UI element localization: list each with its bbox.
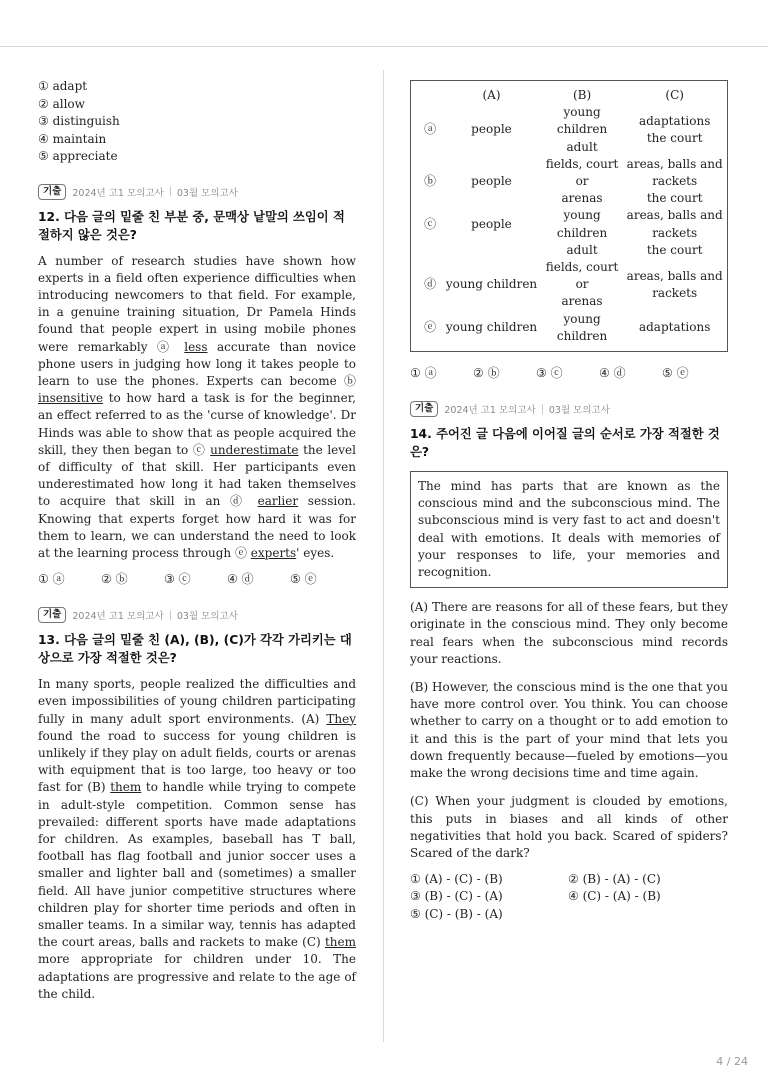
past-exam-badge: 기출 [38,184,66,200]
source-year: 2024년 고1 모의고사 [72,611,164,623]
table-cell: young children [556,208,608,240]
table-row [415,259,723,311]
answer-choice[interactable]: ⑤ ⓔ [290,572,317,587]
underlined-word-b: insensitive [38,391,104,406]
q13-choice-table-box [410,80,728,352]
table-cell: people [471,122,512,137]
table-cell: areas, balls and rackets [626,208,723,240]
underlined-word-c: underestimate [210,442,299,457]
underlined-word-d: earlier [257,494,299,509]
table-cell: fields, court or arenas [545,260,619,309]
q13-choice-table [415,87,723,345]
table-row [415,311,723,345]
q12-title: 12. 다음 글의 밑줄 친 부분 중, 문맥상 낱말의 쓰임이 적절하지 않은 것은? [38,209,345,242]
source-month: 03월 모의고사 [176,187,238,199]
q11-option: ③ distinguish [38,114,120,128]
column-header: (A) [482,88,501,102]
q14-paragraph-b: (B) However, the conscious mind is the one that you have more control over. You think. You can choose whether to carry on a thought or to add emotion to it and this is the part of your mind that lets you down frequently because—fueled by emotions—you make the wrong decisions time and time again. [410,680,728,781]
q14-source-line: 기출 2024년 고1 모의고사 | 03월 모의고사 [410,401,728,417]
left-column [38,78,356,1003]
q13-title: 13. 다음 글의 밑줄 친 (A), (B), (C)가 각각 가리키는 대상으로 가장 적절한 것은? [38,633,352,666]
underlined-word-a: less [184,339,208,354]
row-marker: ⓓ [424,277,437,292]
source-year: 2024년 고1 모의고사 [444,405,536,417]
source-month: 03월 모의고사 [176,611,238,623]
answer-choice[interactable]: ⑤ ⓔ [662,366,689,381]
answer-choice[interactable]: ① ⓐ [410,366,437,381]
answer-choice[interactable]: ③ ⓒ [164,572,191,587]
row-marker [415,242,445,259]
answer-choice[interactable]: ① (A) - (C) - (B) [410,872,503,887]
q14-title: 14. 주어진 글 다음에 이어질 글의 순서로 가장 적절한 것은? [410,427,720,460]
table-header-row [415,87,723,104]
table-cell: areas, balls and rackets the court [626,156,723,206]
q11-option: ⑤ appreciate [38,149,118,163]
answer-choice[interactable]: ④ ⓓ [599,366,626,381]
underlined-word-c: them [324,935,356,950]
row-marker: ⓒ [424,217,437,232]
table-cell: young children [556,311,608,343]
column-header: (B) [572,88,592,102]
q12-source-line: 기출 2024년 고1 모의고사 | 03월 모의고사 [38,184,356,200]
q14-given-text: The mind has parts that are known as the conscious mind and the subconscious mind. The subconscious mind is very fast to act and doesn't deal with emotions. It deals with memories of your responses to life, your memories and recognition. [410,471,728,588]
underlined-word-e: experts [250,545,297,560]
answer-choice[interactable]: ⑤ (C) - (B) - (A) [410,906,503,921]
table-cell: young children adult [556,105,608,154]
page-number: 4 / 24 [716,1055,748,1068]
answer-choice[interactable]: ④ ⓓ [227,572,254,587]
q12-passage: A number of research studies have shown how experts in a field often experience difficulties when introducing newcomers to that field. For example, in a genuine training situation, Dr Pamela Hinds found that people expert in using mobile phones were remarkably ⓐ less accurate than novice phone users in judging how long it takes people to learn to use the phones. Experts can become ⓑ insensitive to how hard a task is for the beginner, an effect referred to as the 'curse of knowledge'. Dr Hinds was able to show that as people acquired the skill, they then began to ⓒ underestimate the level of difficulty of that skill. Her participants even underestimated how long it had taken themselves to acquire that skill in an ⓓ earlier session. Knowing that experts forget how hard it was for them to learn, we can understand the need to look at the learning process through ⓔ experts' eyes. [38,253,356,560]
underlined-word-b: them [110,780,142,795]
q11-option: ② allow [38,96,85,111]
table-row [415,104,723,156]
answer-choice[interactable]: ② ⓑ [101,572,128,587]
column-header: (C) [665,88,684,102]
table-cell: fields, court or arenas [545,156,619,206]
q13-passage: In many sports, people realized the difficulties and even impossibilities of young children participating fully in many adult sport environments. (A) They found the road to success for young children is unlikely if they play on adult fields, courts or arenas with equipment that is too large, too heavy or too fast for (B) them to handle while trying to compete in adult-style competition. Common sense has prevailed: different sports have made adaptations for children. As examples, baseball has T ball, football has flag football and junior soccer uses a smaller and lighter ball and (sometimes) a smaller field. All have junior competitive structures where children play for shorter time periods and often in smaller teams. In a similar way, tennis has adapted the court areas, balls and rackets to make (C) them more appropriate for children under 10. The adaptations are progressive and relate to the age of the child. [38,677,356,1001]
marker-b: ⓑ [343,373,356,388]
source-year: 2024년 고1 모의고사 [72,187,164,199]
table-cell: young children [445,277,538,292]
q14-paragraph-c: (C) When your judgment is clouded by emotions, this puts in biases and all kinds of other negativities that hold you back. Scared of spiders? Scared of the dark? [410,794,728,860]
right-column [410,80,728,923]
answer-choice[interactable]: ① ⓐ [38,572,65,587]
marker-c: ⓒ [192,442,206,457]
q14-paragraph-a: (A) There are reasons for all of these fears, but they originate in the conscious mind. They only become real fears when the subconscious mind records your reactions. [410,600,728,666]
answer-choice[interactable]: ④ (C) - (A) - (B) [568,889,661,904]
q11-option: ④ maintain [38,131,107,146]
row-marker: ⓔ [424,320,437,335]
q14-answer-choices [410,871,728,923]
answer-choice[interactable]: ③ (B) - (C) - (A) [410,889,503,904]
table-cell: areas, balls and rackets [626,268,723,300]
table-cell: people [471,217,512,232]
table-cell: adaptations [638,320,711,335]
q13-source-line: 기출 2024년 고1 모의고사 | 03월 모의고사 [38,607,356,623]
source-month: 03월 모의고사 [548,405,610,417]
row-marker: ⓐ [424,122,437,137]
answer-choice[interactable]: ② ⓑ [473,366,500,381]
table-cell: people [471,174,512,189]
table-row [415,242,723,259]
q13-answer-choices [410,364,728,381]
table-cell: the court [646,242,703,257]
q11-option: ① adapt [38,79,88,93]
table-cell: adaptations the court [638,113,711,145]
marker-e: ⓔ [234,545,247,560]
table-row [415,156,723,208]
answer-choice[interactable]: ③ ⓒ [536,366,563,381]
table-body [415,104,723,345]
q12-answer-choices [38,570,356,587]
table-cell: adult [566,242,598,257]
table-row [415,207,723,241]
marker-d: ⓓ [230,494,248,509]
marker-a: ⓐ [157,339,175,354]
underlined-word-a: They [326,711,356,726]
table-cell: young children [445,320,538,335]
past-exam-badge: 기출 [410,401,438,417]
column-divider [383,70,384,1042]
past-exam-badge: 기출 [38,607,66,623]
row-marker: ⓑ [424,174,437,189]
q11-option-list [38,78,356,166]
header-rule [0,46,768,47]
table-cell [445,242,538,259]
answer-choice[interactable]: ② (B) - (A) - (C) [568,872,661,887]
